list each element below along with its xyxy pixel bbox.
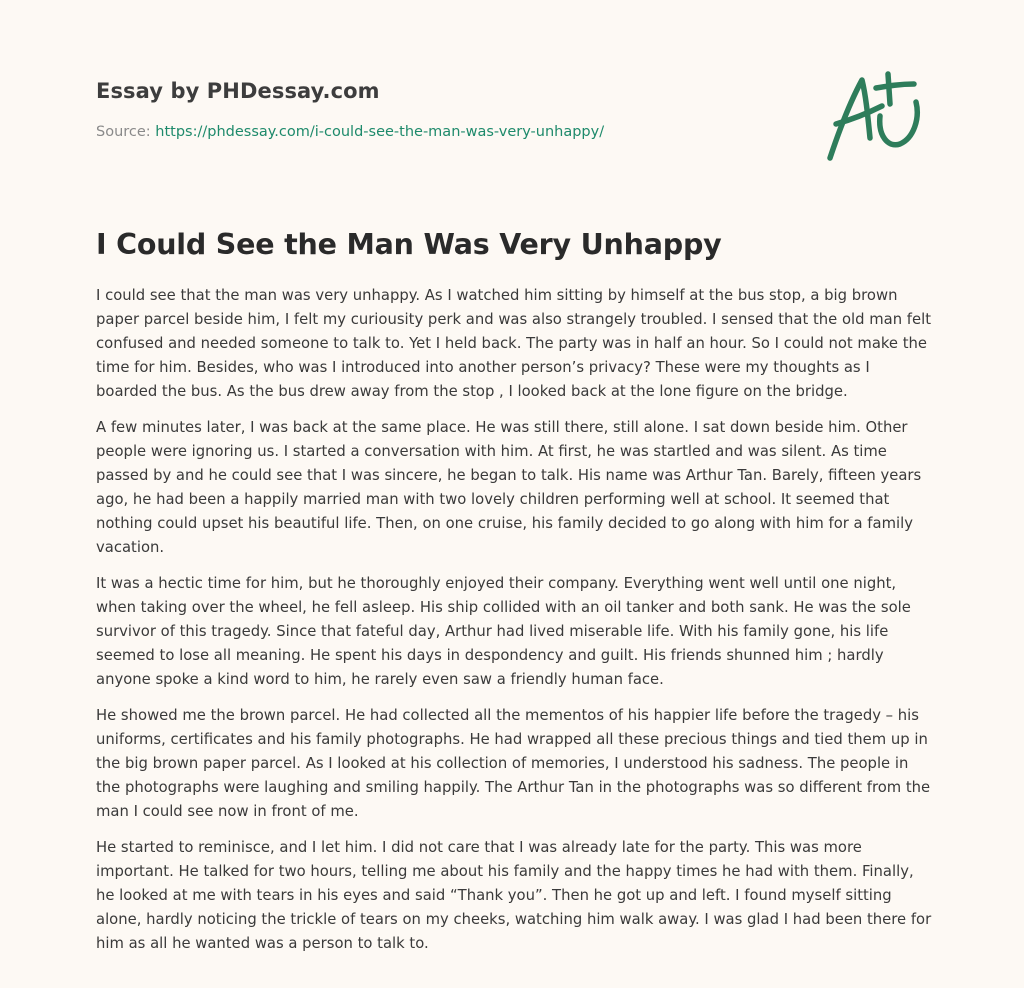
- source-label: Source:: [96, 124, 151, 140]
- essay-body: [96, 284, 932, 968]
- site-brand: Essay by PHDessay.com: [96, 79, 380, 103]
- source-line: [96, 124, 604, 140]
- source-link[interactable]: https://phdessay.com/i-could-see-the-man-was-very-unhappy/: [155, 124, 605, 140]
- a-plus-icon: [822, 66, 932, 166]
- essay-paragraph: I could see that the man was very unhappy. As I watched him sitting by himself at the bus stop, a big brown paper parcel beside him, I felt my curiousity perk and was also strangely troubled. I sensed that the old man felt confused and needed someone to talk to. Yet I held back. The party was in half an hour. So I could not make the time for him. Besides, who was I introduced into another person’s privacy? These were my thoughts as I boarded the bus. As the bus drew away from the stop , I looked back at the lone figure on the bridge.: [96, 287, 932, 400]
- essay-title: I Could See the Man Was Very Unhappy: [96, 228, 722, 261]
- essay-paragraph: He started to reminisce, and I let him. I did not care that I was already late for the party. This was more important. He talked for two hours, telling me about his family and the happy times he had with them. Finally, he looked at me with tears in his eyes and said “Thank you”. Then he got up and left. I found myself sitting alone, hardly noticing the trickle of tears on my cheeks, watching him walk away. I was glad I had been there for him as all he wanted was a person to talk to.: [96, 839, 932, 952]
- essay-paragraph: He showed me the brown parcel. He had collected all the mementos of his happier life before the tragedy – his uniforms, certificates and his family photographs. He had wrapped all these precious things and tied them up in the big brown paper parcel. As I looked at his collection of memories, I understood his sadness. The people in the photographs were laughing and smiling happily. The Arthur Tan in the photographs was so different from the man I could see now in front of me.: [96, 707, 931, 820]
- essay-paragraph: It was a hectic time for him, but he thoroughly enjoyed their company. Everything went well until one night, when taking over the wheel, he fell asleep. His ship collided with an oil tanker and both sank. He was the sole survivor of this tragedy. Since that fateful day, Arthur had lived miserable life. With his family gone, his life seemed to lose all meaning. He spent his days in despondency and guilt. His friends shunned him ; hardly anyone spoke a kind word to him, he rarely even saw a friendly human face.: [96, 575, 911, 688]
- essay-paragraph: A few minutes later, I was back at the same place. He was still there, still alone. I sat down beside him. Other people were ignoring us. I started a conversation with him. At first, he was startled and was silent. As time passed by and he could see that I was sincere, he began to talk. His name was Arthur Tan. Barely, fifteen years ago, he had been a happily married man with two lovely children performing well at school. It seemed that nothing could upset his beautiful life. Then, on one cruise, his family decided to go along with him for a family vacation.: [96, 419, 922, 556]
